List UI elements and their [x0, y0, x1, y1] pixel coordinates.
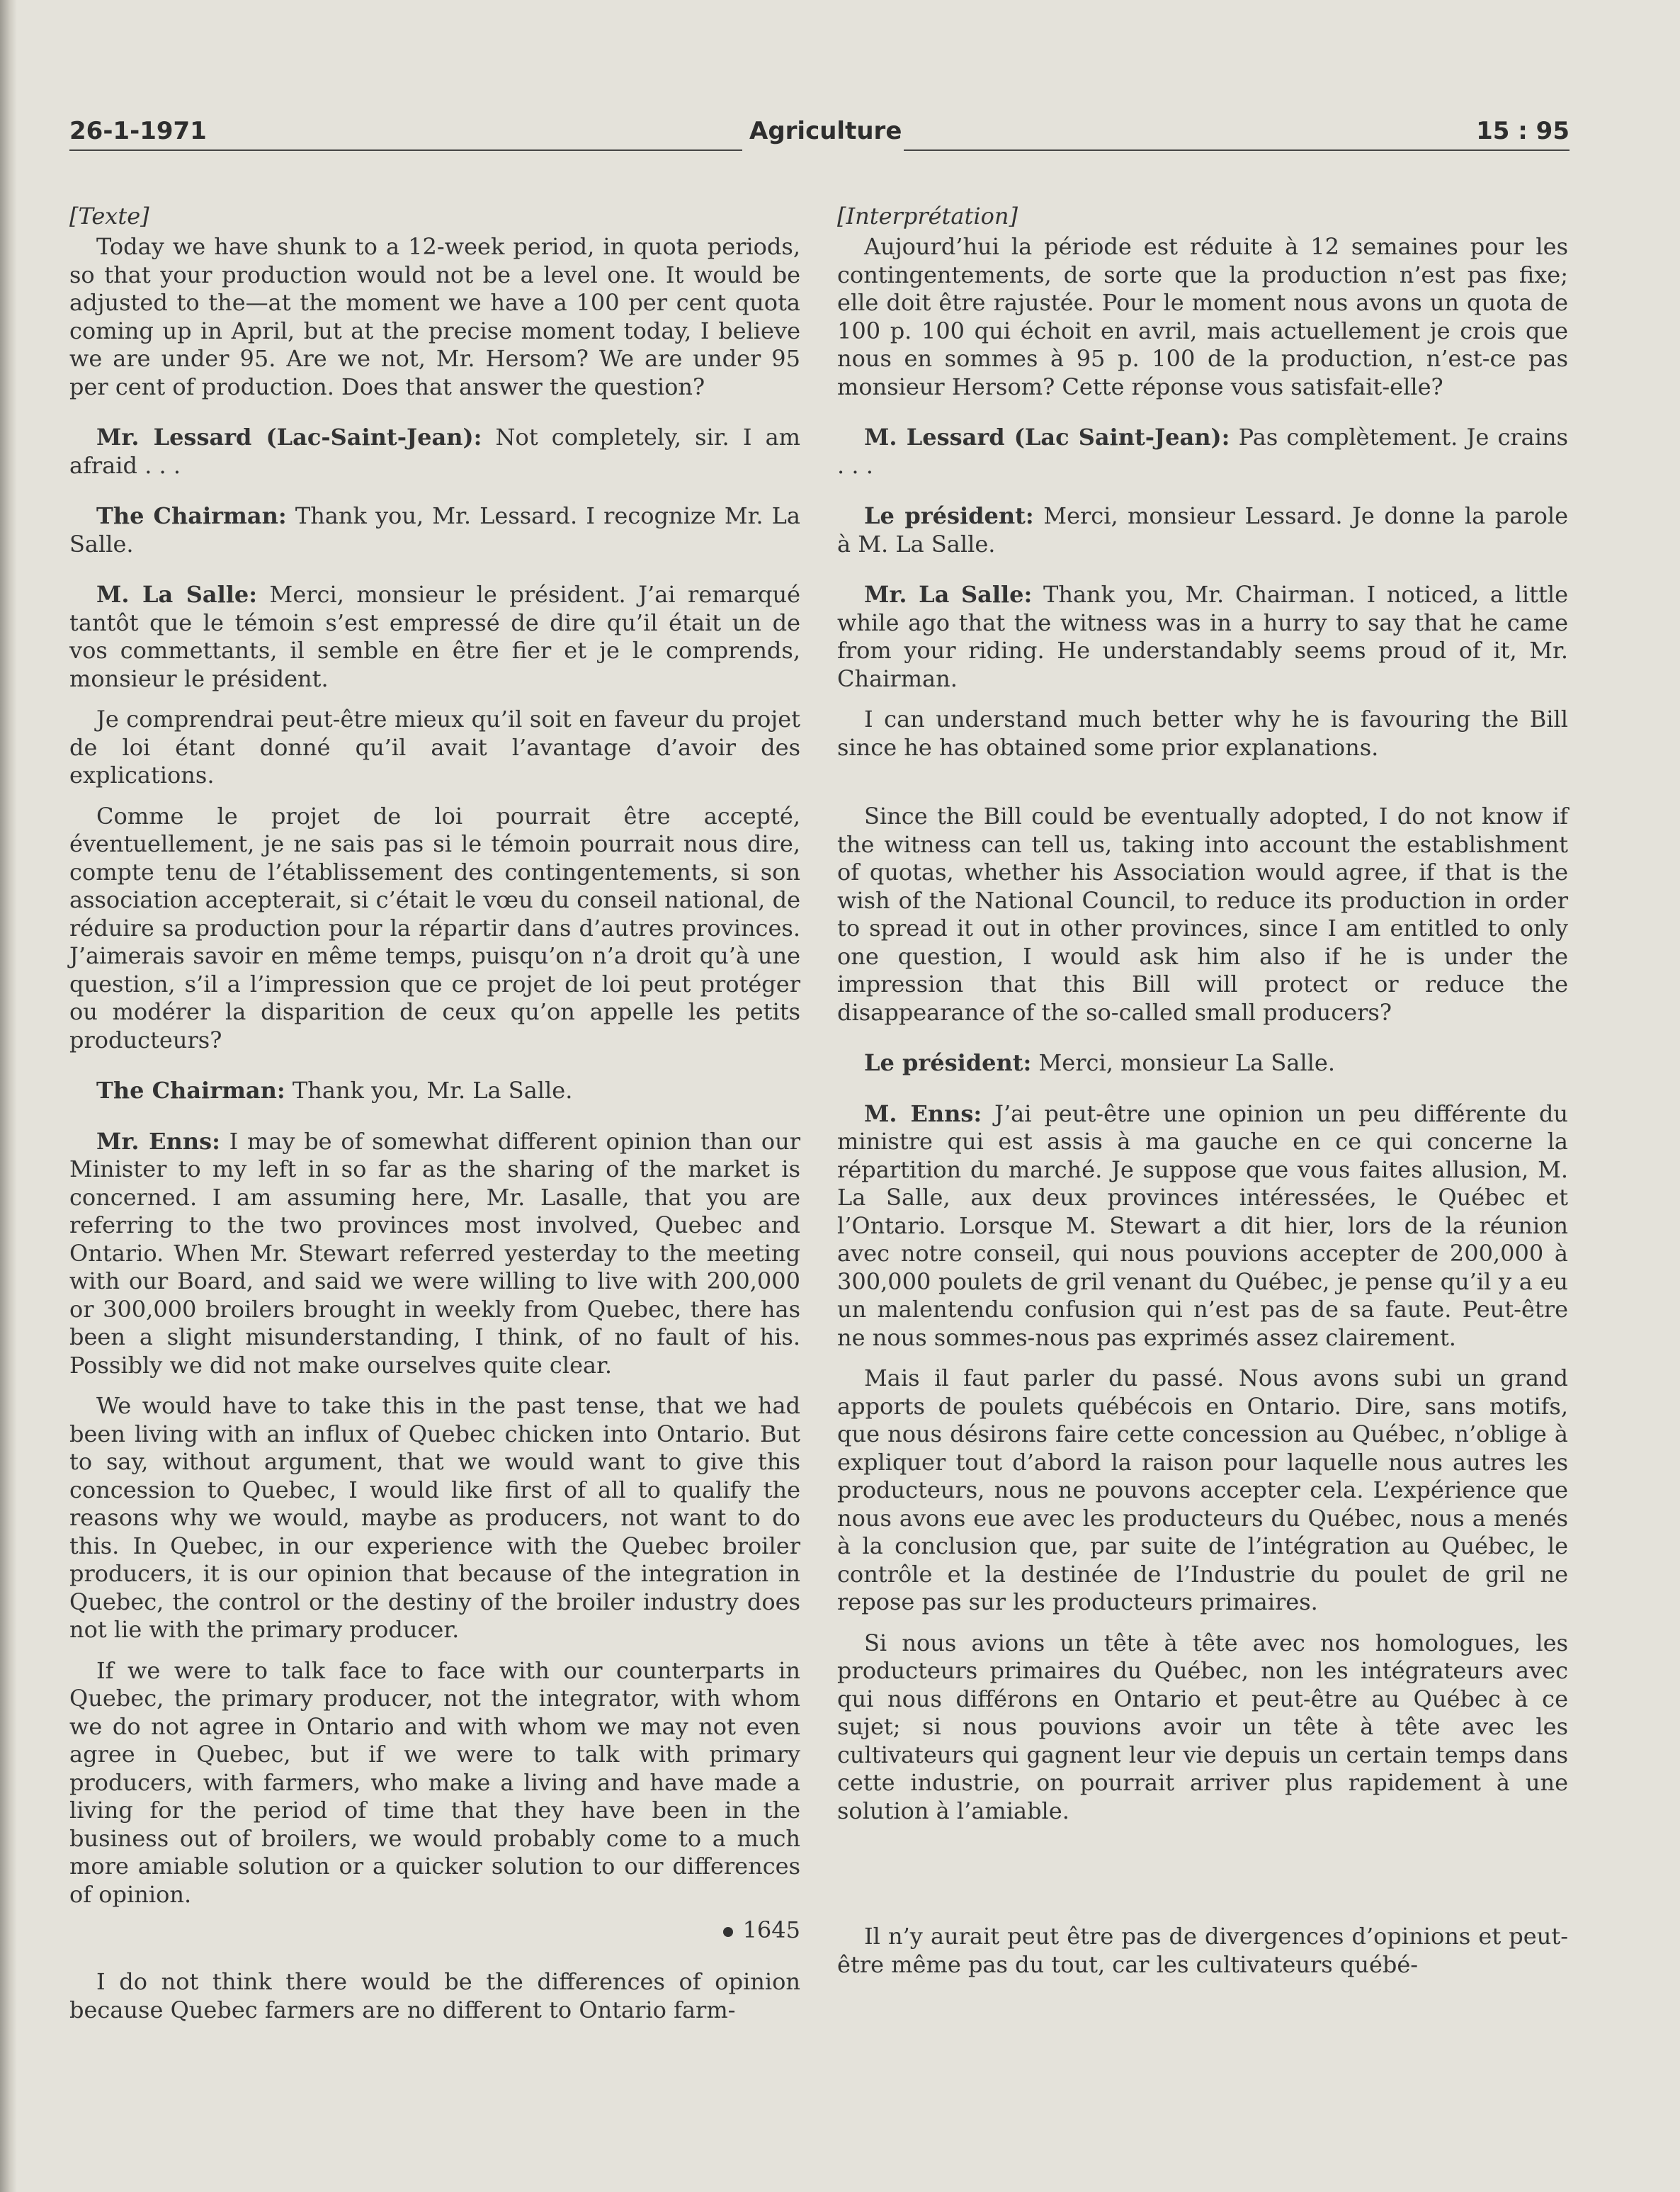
speaker-name: The Chairman: — [96, 1077, 285, 1104]
speech-text: Merci, monsieur Lessard. Je donne la parole à M. La Salle. — [837, 502, 1569, 558]
speech-text: Not completely, sir. I am afraid . . . — [69, 424, 801, 479]
speaker-paragraph — [69, 424, 800, 480]
paragraph: I can understand much better why he is favouring the Bill since he has obtained some prior explanations. — [837, 706, 1568, 761]
paragraph: Je comprendrai peut-être mieux qu’il soit en faveur du projet de loi étant donné qu’il avait l’avantage d’avoir des explications. — [69, 706, 800, 789]
paragraph: If we were to talk face to face with our counterparts in Quebec, the primary producer, not the integrator, with whom we do not agree in Ontario and with whom we may not even agree in Quebec, but if we were to talk with primary producers, with farmers, who make a living and have made a living for the period of time that they have been in the business out of broilers, we would probably come to a much more amiable solution or a quicker solution to our differences of opinion. — [69, 1656, 800, 1908]
speech-text: Thank you, Mr. Lessard. I recognize Mr. La Salle. — [69, 502, 800, 558]
page-spine-shadow — [0, 0, 17, 2192]
paragraph: Comme le projet de loi pourrait être accepté, éventuellement, je ne sais pas si le témoin pourrait nous dire, compte tenu de l’établissement des contingentements, si son association accepterait, si c’était le vœu du conseil national, de réduire sa production pour la répartir dans d’autres provinces. J’aimerais savoir en même temps, puisqu’on n’a droit qu’à une question, s’il a l’impression que ce projet de loi peut protéger ou modérer la disparition de ceux qu’on appelle les petits producteurs? — [69, 802, 800, 1053]
paragraph: We would have to take this in the past tense, that we had been living with an influx of Quebec chicken into Ontario. But to say, without argument, that we would want to give this concession to Quebec, I would like first of all to qualify the reasons why we would, maybe as producers, not want to do this. In Quebec, in our experience with the Quebec broiler producers, it is our opinion that because of the integration in Quebec, the control or the destiny of the broiler industry does not lie with the primary producer. — [69, 1392, 800, 1643]
speech-text: I may be of somewhat different opinion than our Minister to my left in so far as the sharing of the market is concerned. I am assuming here, Mr. Lasalle, that you are referring to the two provinces most involved, Quebec and Ontario. When Mr. Stewart referred yesterday to the meeting with our Board, and said we were willing to live with 200,000 or 300,000 broilers brought in weekly from Quebec, there has been a slight misunderstanding, I think, of no fault of his. Possibly we did not make ourselves quite clear. — [69, 1127, 801, 1379]
speaker-paragraph — [837, 502, 1568, 558]
paragraph: Mais il faut parler du passé. Nous avons subi un grand apports de poulets québécois en Ontario. Dire, sans motifs, que nous désirons faire cette concession au Québec, n’oblige à expliquer tout d’abord la raison pour laquelle nous autres les producteurs, nous ne pouvons accepter cela. L’expérience que nous avons eue avec les producteurs du Québec, nous a menés à la conclusion que, par suite de l’intégration au Québec, le contrôle et la destinée de l’Industrie du poulet de gril ne repose pas sur les producteurs primaires. — [837, 1365, 1568, 1615]
speaker-name: Mr. Enns: — [96, 1127, 220, 1155]
speaker-name: Le président: — [864, 1049, 1032, 1076]
bullet-icon — [723, 1927, 733, 1937]
speaker-name: Mr. Lessard (Lac-Saint-Jean): — [96, 424, 482, 451]
speaker-name: M. Lessard (Lac Saint-Jean): — [864, 424, 1230, 451]
speaker-paragraph — [837, 1100, 1568, 1352]
speaker-name: Mr. La Salle: — [864, 581, 1033, 608]
paragraph: Since the Bill could be eventually adopted, I do not know if the witness can tell us, taking into account the establishment of quotas, whether his Association would agree, if that is the wish of the National Council, to reduce its production in order to spread it out in other provinces, since I am entitled to only one question, I would ask him also if he is under the impression that this Bill will protect or reduce the disappearance of the so-called small producers? — [837, 803, 1568, 1026]
speaker-paragraph — [837, 424, 1568, 480]
speaker-paragraph — [69, 581, 800, 693]
speaker-paragraph — [69, 1077, 800, 1105]
paragraph: Si nous avions un tête à tête avec nos homologues, les producteurs primaires du Québec, non les intégrateurs avec qui nous différons en Ontario et peut-être au Québec à ce sujet; si nous pouvions avoir un tête à tête avec les cultivateurs qui gagnent leur vie depuis un certain temps dans cette industrie, on pourrait arriver plus rapidement à une solution à l’amiable. — [837, 1629, 1568, 1824]
language-label: [Texte] — [69, 203, 149, 230]
paragraph: I do not think there would be the differences of opinion because Quebec farmers are no different to Ontario farm- — [69, 1968, 800, 2023]
english-column — [69, 202, 800, 2044]
speech-text: J’ai peut-être une opinion un peu différente du ministre qui est assis à ma gauche en ce qui concerne la répartition du marché. Je suppose que vous faites allusion, M. La Salle, aux deux provinces intéressées, le Québec et l’Ontario. Lorsque M. Stewart a dit hier, lors de la réunion avec notre conseil, qui nous pouvions accepter de 200,000 à 300,000 poulets de gril venant du Québec, je pense qu’il y a eu un malentendu confusion qui n’est pas de sa faute. Peut-être ne nous sommes-nous pas exprimés assez clairement. — [837, 1100, 1568, 1351]
speaker-name: Le président: — [864, 502, 1034, 529]
speaker-name: The Chairman: — [96, 502, 287, 529]
speaker-name: M. La Salle: — [96, 581, 258, 608]
speaker-name: M. Enns: — [864, 1100, 982, 1127]
speech-text: Merci, monsieur La Salle. — [1031, 1049, 1335, 1076]
speaker-paragraph — [69, 1128, 800, 1380]
header-rule-left — [69, 149, 742, 151]
paragraph: Today we have shunk to a 12-week period, in quota periods, so that your production would not be a level one. It would be adjusted to the—at the moment we have a 100 per cent quota coming up in April, but at the precise moment today, I believe we are under 95. Are we not, Mr. Hersom? We are under 95 per cent of production. Does that answer the question? — [69, 233, 800, 400]
language-label: [Interprétation] — [837, 203, 1018, 230]
french-column — [837, 202, 1568, 2044]
header-title: Agriculture — [749, 117, 902, 145]
paragraph: Il n’y aurait peut être pas de divergences d’opinions et peut-être même pas du tout, car les cultivateurs québé- — [837, 1923, 1568, 1978]
speech-text: Pas complètement. Je crains . . . — [837, 424, 1568, 479]
speech-text: Merci, monsieur le président. J’ai remarqué tantôt que le témoin s’est empressé de dire qu’il était un de vos commettants, il semble en être fier et je le comprends, monsieur le président. — [69, 581, 801, 692]
speaker-paragraph — [837, 581, 1568, 693]
time-marker-value: 1645 — [742, 1916, 800, 1943]
header-page-number: 15 : 95 — [1476, 117, 1570, 145]
page-header — [69, 117, 1570, 152]
time-marker — [69, 1916, 800, 1944]
paragraph: Aujourd’hui la période est réduite à 12 semaines pour les contingentements, de sorte que la production n’est pas fixe; elle doit être rajustée. Pour le moment nous avons un quota de 100 p. 100 qui échoit en avril, mais actuellement je crois que nous en sommes à 95 p. 100 de la production, n’est-ce pas monsieur Hersom? Cette réponse vous satisfait-elle? — [837, 233, 1568, 400]
header-date: 26-1-1971 — [69, 117, 207, 145]
speech-text: Thank you, Mr. La Salle. — [285, 1077, 573, 1104]
speaker-paragraph — [69, 502, 800, 558]
header-rule-right — [904, 149, 1570, 151]
speech-text: Thank you, Mr. Chairman. I noticed, a little while ago that the witness was in a hurry to say that he came from your riding. He understandably seems proud of it, Mr. Chairman. — [837, 581, 1569, 692]
speaker-paragraph — [837, 1049, 1568, 1078]
